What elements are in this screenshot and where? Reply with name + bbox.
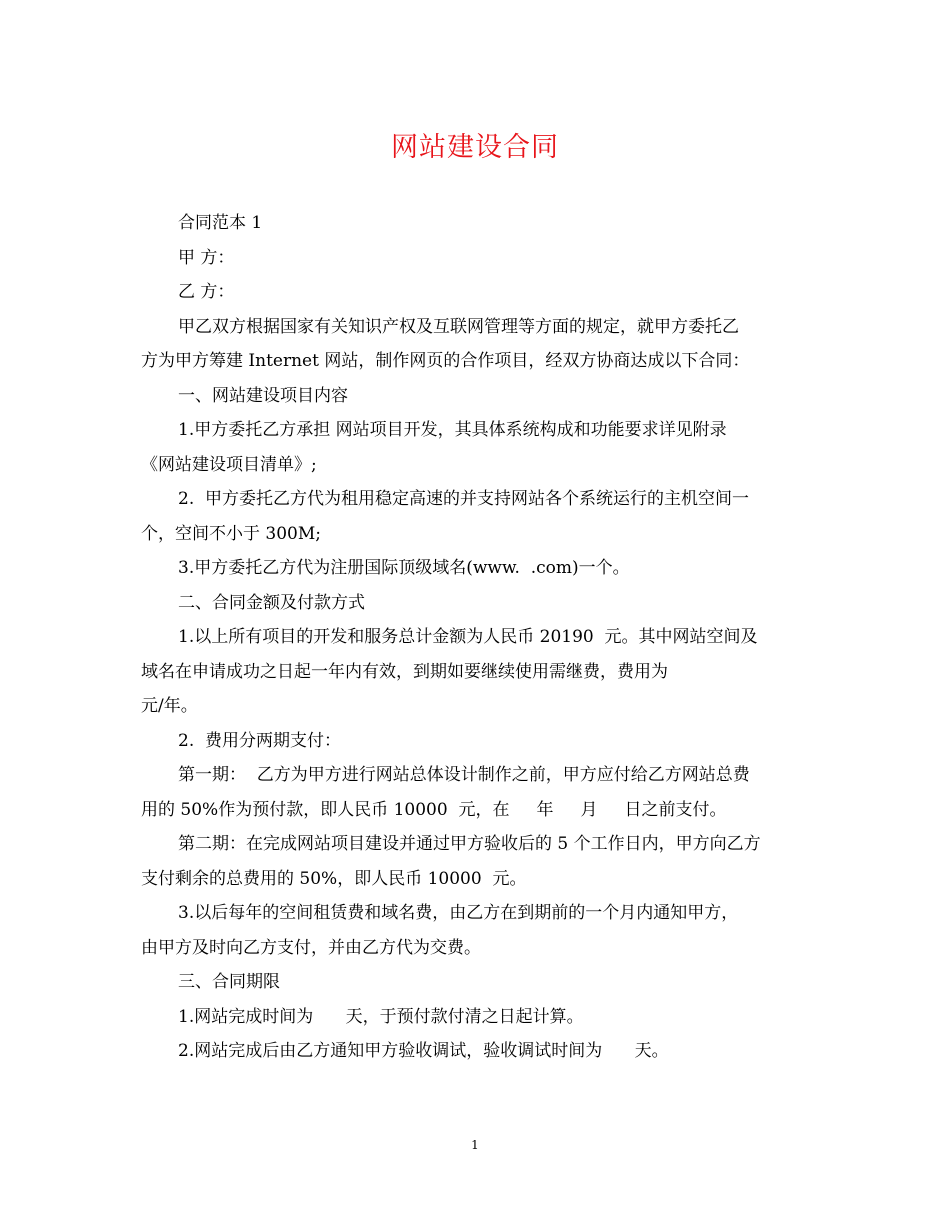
document-paragraph	[141, 310, 813, 379]
document-line: 一、网站建设项目内容	[178, 385, 348, 406]
paragraph-line: 《网站建设项目清单》;	[141, 454, 317, 475]
document-paragraph	[141, 413, 813, 482]
paragraph-line: 3.以后每年的空间租赁费和域名费，由乙方在到期前的一个月内通知甲方，	[178, 903, 739, 923]
paragraph-line: 1.甲方委托乙方承担 网站项目开发，其具体系统构成和功能要求详见附录	[178, 420, 727, 440]
paragraph-line: 个，空间不小于 300M;	[141, 523, 321, 544]
document-body	[141, 206, 813, 1069]
document-line: 甲 方：	[178, 247, 235, 268]
paragraph-line: 元/年。	[141, 696, 198, 716]
page-number: 1	[471, 1138, 479, 1152]
document-paragraph	[141, 896, 813, 965]
paragraph-line: 用的 50%作为预付款，即人民币 10000 元，在 年 月 日之前支付。	[141, 799, 727, 820]
document-line: 合同范本 1	[178, 213, 263, 233]
paragraph-line: 支付剩余的总费用的 50%，即人民币 10000 元。	[141, 868, 527, 889]
paragraph-line: 第一期： 乙方为甲方进行网站总体设计制作之前，甲方应付给乙方网站总费	[178, 765, 750, 785]
document-line: 乙 方：	[178, 282, 235, 302]
paragraph-line: 方为甲方筹建 Internet 网站，制作网页的合作项目，经双方协商达成以下合同：	[141, 351, 750, 371]
document-line: 2.网站完成后由乙方通知甲方验收调试，验收调试时间为 天。	[178, 1041, 669, 1061]
document-paragraph	[141, 758, 813, 827]
document-line: 2. 费用分两期支付：	[178, 730, 342, 751]
document-line: 三、合同期限	[178, 972, 280, 992]
document-line: 1.网站完成时间为 天，于预付款付清之日起计算。	[178, 1006, 584, 1027]
paragraph-line: 甲乙双方根据国家有关知识产权及互联网管理等方面的规定，就甲方委托乙	[178, 316, 739, 337]
document-line: 二、合同金额及付款方式	[178, 592, 365, 613]
document-title: 网站建设合同	[391, 132, 559, 163]
paragraph-line: 1.以上所有项目的开发和服务总计金额为人民币 20190 元。其中网站空间及	[178, 627, 758, 647]
document-line: 3.甲方委托乙方代为注册国际顶级域名(www. .com)一个。	[178, 558, 630, 578]
document-paragraph	[141, 620, 813, 724]
paragraph-line: 2. 甲方委托乙方代为租用稳定高速的并支持网站各个系统运行的主机空间一	[178, 489, 750, 509]
document-paragraph	[141, 482, 813, 551]
paragraph-line: 域名在申请成功之日起一年内有效，到期如要继续使用需继费，费用为	[141, 661, 668, 682]
document-paragraph	[141, 827, 813, 896]
paragraph-line: 第二期：在完成网站项目建设并通过甲方验收后的 5 个工作日内，甲方向乙方	[178, 834, 761, 854]
paragraph-line: 由甲方及时向乙方支付，并由乙方代为交费。	[141, 937, 481, 958]
